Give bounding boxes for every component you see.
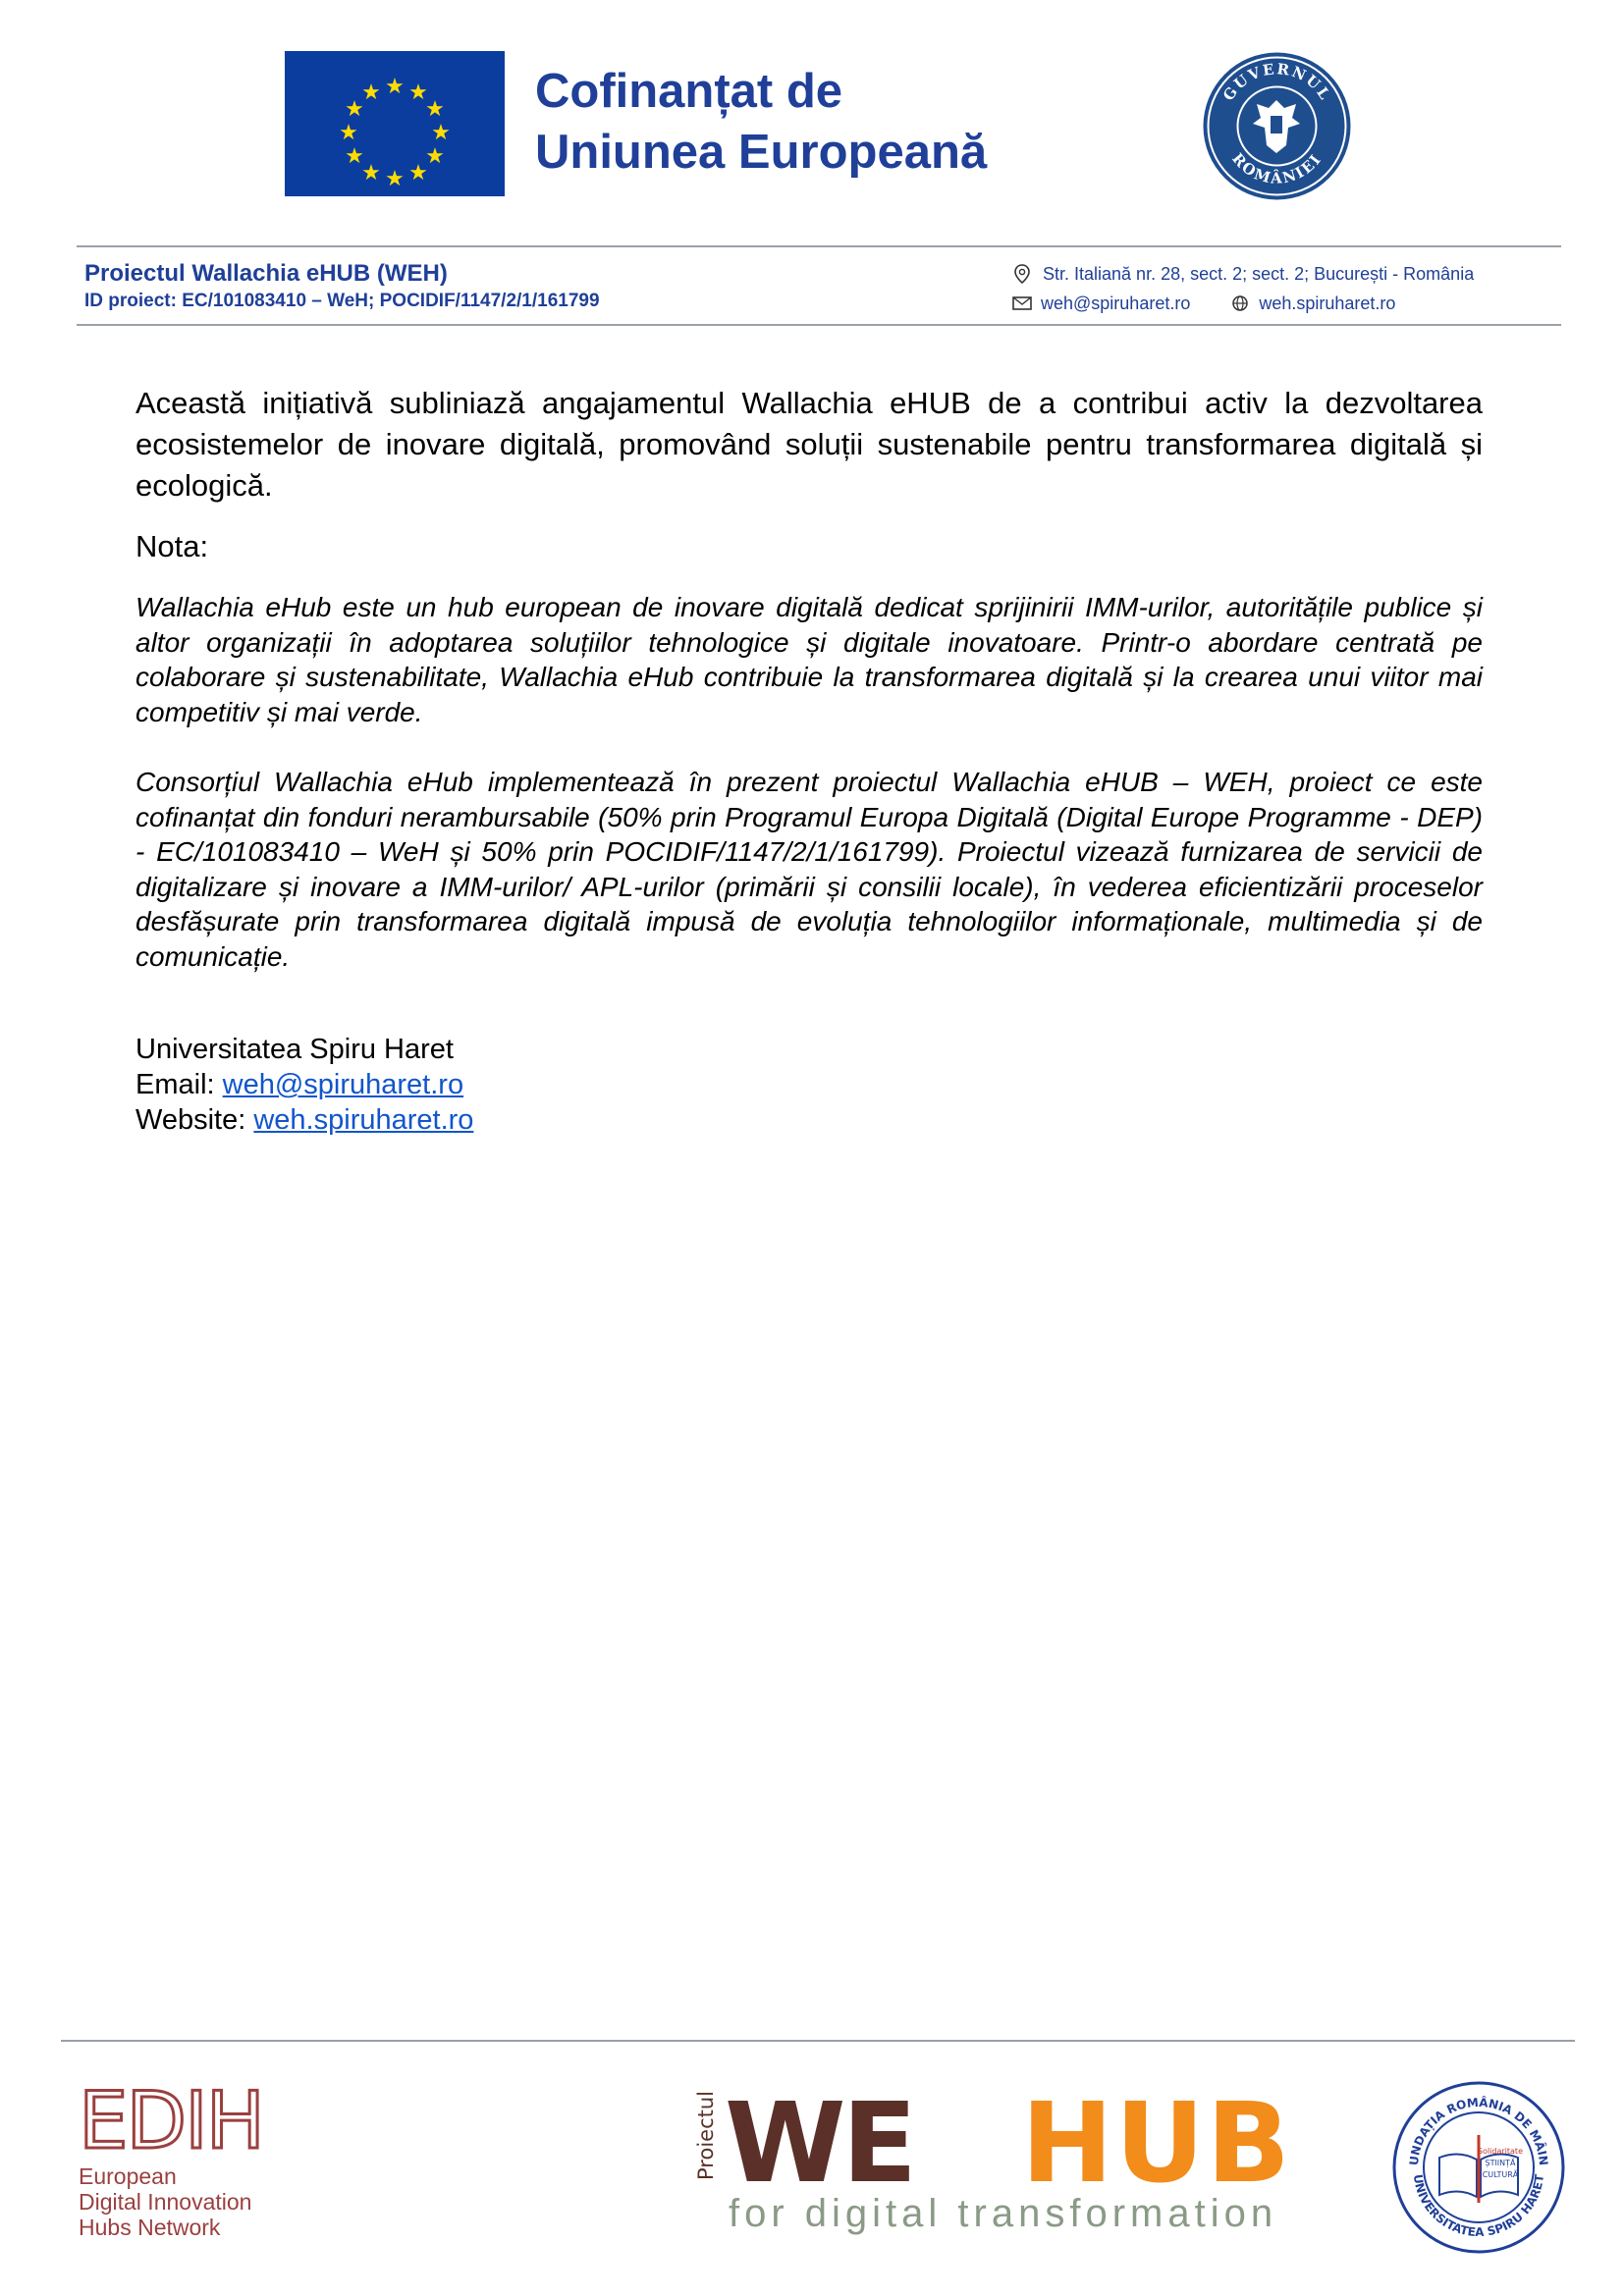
header-top-rule: [77, 245, 1561, 247]
svg-text:★: ★: [425, 144, 445, 169]
header-bottom-rule: [77, 324, 1561, 326]
signature-website-line: [135, 1102, 1483, 1138]
svg-text:★: ★: [431, 121, 451, 145]
edih-line3: Hubs Network: [79, 2215, 221, 2240]
signature-org: Universitatea Spiru Haret: [135, 1034, 454, 1065]
seal-bottom-text: UNIVERSITATEA SPIRU HARET: [1410, 2173, 1547, 2240]
gov-seal-bottom-text: ROMÂNIEI: [1228, 149, 1326, 187]
signature-email-line: [135, 1067, 1483, 1102]
header-contact-row: [1011, 293, 1395, 314]
edih-line2: Digital Innovation: [79, 2189, 252, 2215]
seal-inner-2: ȘTIINȚĂ: [1485, 2159, 1516, 2167]
eu-title-line2: Uniunea Europeană: [535, 126, 988, 179]
svg-text:★: ★: [339, 121, 358, 145]
signature-block: [135, 1032, 1483, 1138]
nota-label: Nota:: [135, 529, 209, 563]
website-label: Website:: [135, 1104, 254, 1136]
romanian-government-seal: [1202, 51, 1352, 201]
footer-rule: [61, 2040, 1575, 2042]
edih-line1: European: [79, 2163, 177, 2189]
wehub-logo: [695, 2086, 1333, 2199]
edih-network-label: [79, 2163, 251, 2240]
nota-paragraph-2: Consorțiul Wallachia eHub implementează în prezent proiectul Wallachia eHUB – WEH, proiect ce este cofinanțat din fonduri nerambursabile (50% prin Programul Europa Digitală (Digital Europe Programme - DEP) - EC/101083410 – WeH și 50% prin POCIDIF/1147/2/1/161799). Proiectul vizează furnizarea de servicii de digitalizare și inovare a IMM-urilor/ APL-urilor (primării și consilii locale), în vederea eficientizării proceselor desfășurate prin transformarea digitală impusă de evoluția tehnologiilor informaționale, multimedia și de comunicație.: [135, 767, 1483, 972]
envelope-icon: [1011, 293, 1033, 314]
svg-text:★: ★: [361, 80, 381, 105]
header-website-text: weh.spiruharet.ro: [1259, 293, 1396, 313]
gov-seal-top-text: GUVERNUL: [1218, 60, 1335, 105]
header-website[interactable]: [1229, 293, 1395, 314]
email-label: Email:: [135, 1069, 223, 1100]
eu-flag-logo: [285, 51, 505, 196]
header-email[interactable]: [1011, 293, 1190, 314]
globe-icon: [1229, 293, 1251, 314]
header-email-text: weh@spiruharet.ro: [1041, 293, 1191, 313]
wehub-prefix: Proiectul: [695, 2091, 718, 2180]
address-text: Str. Italiană nr. 28, sect. 2; sect. 2; București - România: [1043, 263, 1475, 284]
project-title: Proiectul Wallachia eHUB (WEH): [84, 260, 448, 287]
nota-paragraph-1: Wallachia eHub este un hub european de inovare digitală dedicat sprijinirii IMM-urilor, autoritățile publice și altor organizații în adoptarea soluțiilor tehnologice și digitale inovatoare. Printr-o abordare centrată pe colaborare și sustenabilitate, Wallachia eHub contribuie la transformarea digitală și la crearea unui viitor mai competitiv și mai verde.: [135, 592, 1483, 727]
location-pin-icon: [1011, 263, 1033, 285]
svg-text:★: ★: [408, 80, 428, 105]
email-link[interactable]: weh@spiruharet.ro: [222, 1069, 464, 1100]
edih-logo-text: EDIH: [79, 2083, 263, 2158]
svg-text:★: ★: [361, 161, 381, 186]
seal-inner-1: Solidaritate: [1477, 2147, 1524, 2156]
svg-text:★: ★: [425, 97, 445, 122]
spiru-haret-seal: [1392, 2081, 1565, 2259]
intro-paragraph: Această inițiativă subliniază angajamentul Wallachia eHUB de a contribui activ la dezvoltarea ecosistemelor de inovare digitală, promovând soluții sustenabile pentru transformarea digitală și ecologică.: [135, 386, 1483, 503]
svg-text:★: ★: [345, 144, 364, 169]
svg-text:★: ★: [345, 97, 364, 122]
wehub-we: WE: [725, 2086, 914, 2194]
seal-top-text: UNDAȚIA ROMÂNIA DE MÂIN: [1406, 2095, 1551, 2166]
svg-text:★: ★: [408, 161, 428, 186]
wehub-tagline: for digital transformation: [729, 2192, 1278, 2235]
svg-text:★: ★: [385, 167, 405, 191]
eu-title-line1: Cofinanțat de: [535, 65, 843, 118]
edih-logo: [79, 2083, 271, 2163]
website-link[interactable]: weh.spiruharet.ro: [253, 1104, 474, 1136]
svg-text:★: ★: [385, 75, 405, 99]
seal-inner-3: CULTURĂ: [1482, 2170, 1519, 2179]
address-line: [1011, 263, 1474, 285]
project-id: ID proiect: EC/101083410 – WeH; POCIDIF/1147/2/1/161799: [84, 291, 600, 311]
eu-cofinanced-title: [535, 61, 987, 183]
wehub-hub: HUB: [1021, 2086, 1293, 2194]
